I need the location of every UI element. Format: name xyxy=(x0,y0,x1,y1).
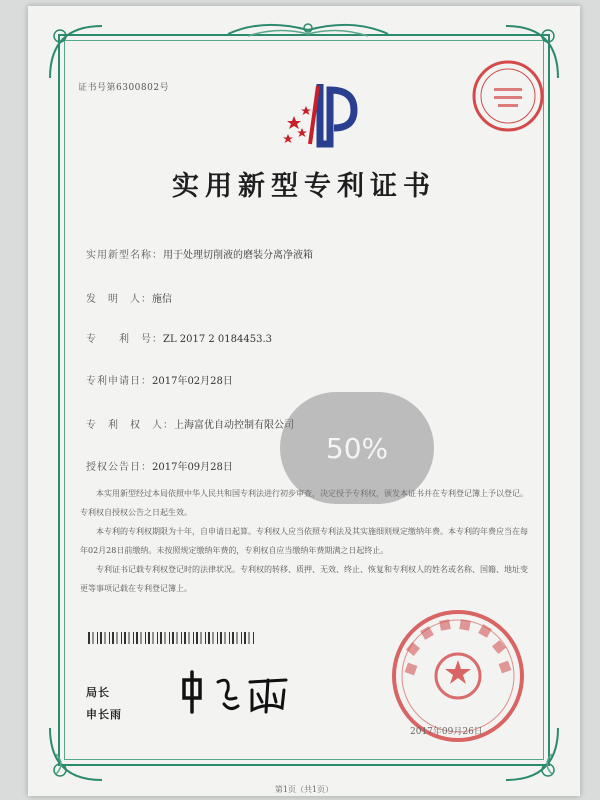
field-value: 2017年09月28日 xyxy=(152,462,233,473)
field-inventor xyxy=(86,290,172,305)
patent-office-logo xyxy=(280,76,370,151)
certificate-body-text xyxy=(80,484,530,598)
field-value: 上海富优自动控制有限公司 xyxy=(174,420,294,431)
director-signature xyxy=(178,668,298,718)
field-patent-number xyxy=(86,330,272,345)
field-application-date xyxy=(86,372,233,387)
barcode xyxy=(88,632,258,644)
page-number: 第1页（共1页） xyxy=(274,785,334,794)
director-name-label: 申长雨 xyxy=(86,708,122,721)
certificate-number: 证书号第6300802号 xyxy=(78,83,170,93)
corner-ornament-top-left xyxy=(46,22,106,82)
body-paragraph: 本实用新型经过本局依照中华人民共和国专利法进行初步审查，决定授予专利权，颁发本证书并在专利登记簿上予以登记。专利权自授权公告之日起生效。 xyxy=(80,489,528,517)
body-paragraph: 本专利的专利权期限为十年，自申请日起算。专利权人应当依照专利法及其实施细则规定缴纳年费。本专利的年费应当在每年02月28日前缴纳。未按照规定缴纳年费的，专利权自应当缴纳年费期满之日起终止。 xyxy=(80,527,528,555)
corner-ornament-bottom-left xyxy=(46,724,106,784)
top-ornament xyxy=(218,16,398,42)
field-grant-date xyxy=(86,458,233,473)
field-value: 用于处理切削液的磨装分离净液箱 xyxy=(163,250,313,261)
field-label: 专 利 号： xyxy=(86,334,163,345)
certificate-sheet xyxy=(28,6,580,796)
director-title-label: 局长 xyxy=(86,686,110,699)
seal-date: 2017年09月26日 xyxy=(410,727,483,737)
field-patentee xyxy=(86,416,294,431)
field-value: ZL 2017 2 0184453.3 xyxy=(163,334,273,345)
progress-overlay xyxy=(280,392,434,504)
field-label: 专 利 权 人： xyxy=(86,420,174,431)
certificate-title: 实用新型专利证书 xyxy=(172,171,436,202)
field-value: 2017年02月28日 xyxy=(152,376,233,387)
progress-percentage: 50% xyxy=(325,431,389,465)
field-value: 施信 xyxy=(152,294,172,305)
registration-stamp xyxy=(468,56,548,136)
field-label: 实用新型名称： xyxy=(86,250,163,261)
field-label: 发 明 人： xyxy=(86,294,152,305)
field-label: 授权公告日： xyxy=(86,462,152,473)
field-utility-model-name xyxy=(86,246,313,261)
field-label: 专利申请日： xyxy=(86,376,152,387)
body-paragraph: 专利证书记载专利权登记时的法律状况。专利权的转移、质押、无效、终止、恢复和专利权人的姓名或名称、国籍、地址变更等事项记载在专利登记簿上。 xyxy=(80,565,528,593)
